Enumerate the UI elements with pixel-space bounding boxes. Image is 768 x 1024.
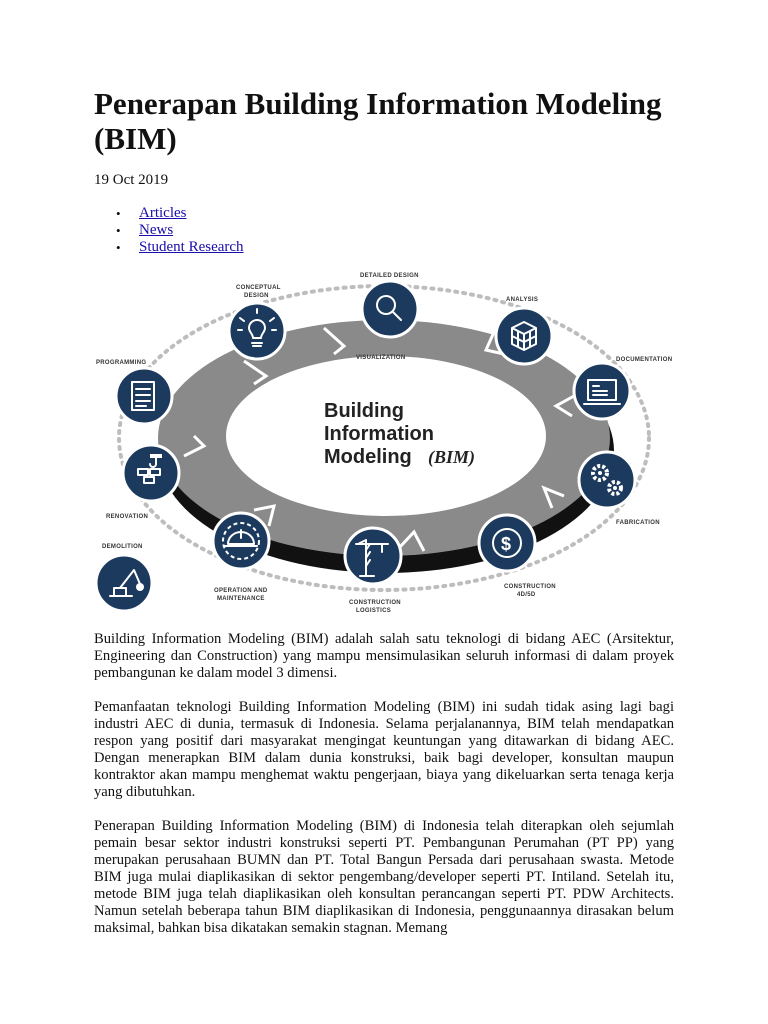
stage-label: CONSTRUCTION: [349, 600, 401, 606]
stage-fabrication: [579, 452, 660, 526]
category-link-news[interactable]: News: [139, 222, 174, 238]
stage-label: OPERATION AND: [214, 588, 268, 594]
paragraph: Penerapan Building Information Modeling (BIM) di Indonesia telah diterapkan oleh sejumlah pemain besar sektor industri konstruksi seperti PT. Pembangunan Perumahan (PT PP) yang merupakan perusahaan BUMN dan PT. Total Bangun Persada dari perusahaan swasta. Metode BIM juga mulai diaplikasikan di sektor pengembang/developer seperti PT. Intiland. Setelah itu, metode BIM juga telah diaplikasikan oleh konsultan perancangan seperti PT. PDW Architects. Namun setelah beberapa tahun BIM diaplikasikan di Indonesia, penggunaannya dirasakan belum maksimal, bahkan bisa dikatakan semakin stagnan. Memang: [94, 818, 674, 936]
svg-text:$: $: [501, 534, 512, 554]
center-title-suffix: (BIM): [428, 447, 476, 467]
category-link-articles[interactable]: Articles: [139, 205, 187, 221]
category-item: [139, 205, 244, 222]
stage-label: DESIGN: [244, 293, 269, 299]
stage-demolition: [96, 544, 152, 611]
stage-label: 4D/5D: [517, 592, 536, 598]
stage-label: DOCUMENTATION: [616, 357, 673, 363]
stage-label: RENOVATION: [106, 514, 149, 520]
stage-label: PROGRAMMING: [96, 360, 147, 366]
stage-conceptual-design: [229, 285, 285, 359]
paragraph: Building Information Modeling (BIM) adalah salah satu teknologi di bidang AEC (Arsitektur, Engineering dan Construction) yang mampu mensimulasikan seluruh informasi di dalam proyek pembangunan ke dalam model 3 dimensi.: [94, 631, 674, 681]
stage-programming: [96, 360, 172, 424]
stage-label: CONSTRUCTION: [504, 584, 556, 590]
article-date: 19 Oct 2019: [94, 172, 169, 188]
stage-label: DEMOLITION: [102, 544, 143, 550]
center-title-line2: Information: [324, 423, 434, 445]
category-item: [139, 222, 244, 239]
stage-label: ANALYSIS: [506, 297, 539, 303]
article-body: [94, 631, 674, 954]
category-link-student-research[interactable]: Student Research: [139, 239, 244, 255]
category-list: [94, 205, 244, 256]
stage-analysis: [496, 297, 552, 364]
stage-label: MAINTENANCE: [217, 596, 265, 602]
center-title-line3: Modeling: [324, 446, 412, 468]
stage-label: CONCEPTUAL: [236, 285, 281, 291]
page-title: Penerapan Building Information Modeling (BIM): [94, 86, 662, 156]
stage-construction-logistics: [345, 528, 401, 614]
stage-renovation: [106, 445, 179, 520]
stage-label: FABRICATION: [616, 520, 660, 526]
stage-operation-maintenance: [213, 513, 269, 602]
stage-documentation: [574, 357, 672, 419]
ring-label-visualization: VISUALIZATION: [356, 355, 406, 361]
center-title-line1: Building: [324, 400, 404, 422]
category-item: [139, 239, 244, 256]
bim-lifecycle-diagram: [94, 266, 674, 616]
stage-label: LOGISTICS: [356, 608, 392, 614]
paragraph: Pemanfaatan teknologi Building Information Modeling (BIM) ini sudah tidak asing lagi bagi industri AEC di dunia, termasuk di Indonesia. Selama perjalanannya, BIM telah mendapatkan respon yang positif dari masyarakat mengingat keuntungan yang ditawarkan di bidang AEC. Dengan menerapkan BIM dalam dunia konstruksi, baik bagi developer, konsultan maupun kontraktor akan mampu menghemat waktu pengerjaan, biaya yang dikeluarkan serta tenaga kerja yang dibutuhkan.: [94, 699, 674, 800]
stage-detailed-design: [360, 273, 419, 337]
stage-label: DETAILED DESIGN: [360, 273, 419, 279]
